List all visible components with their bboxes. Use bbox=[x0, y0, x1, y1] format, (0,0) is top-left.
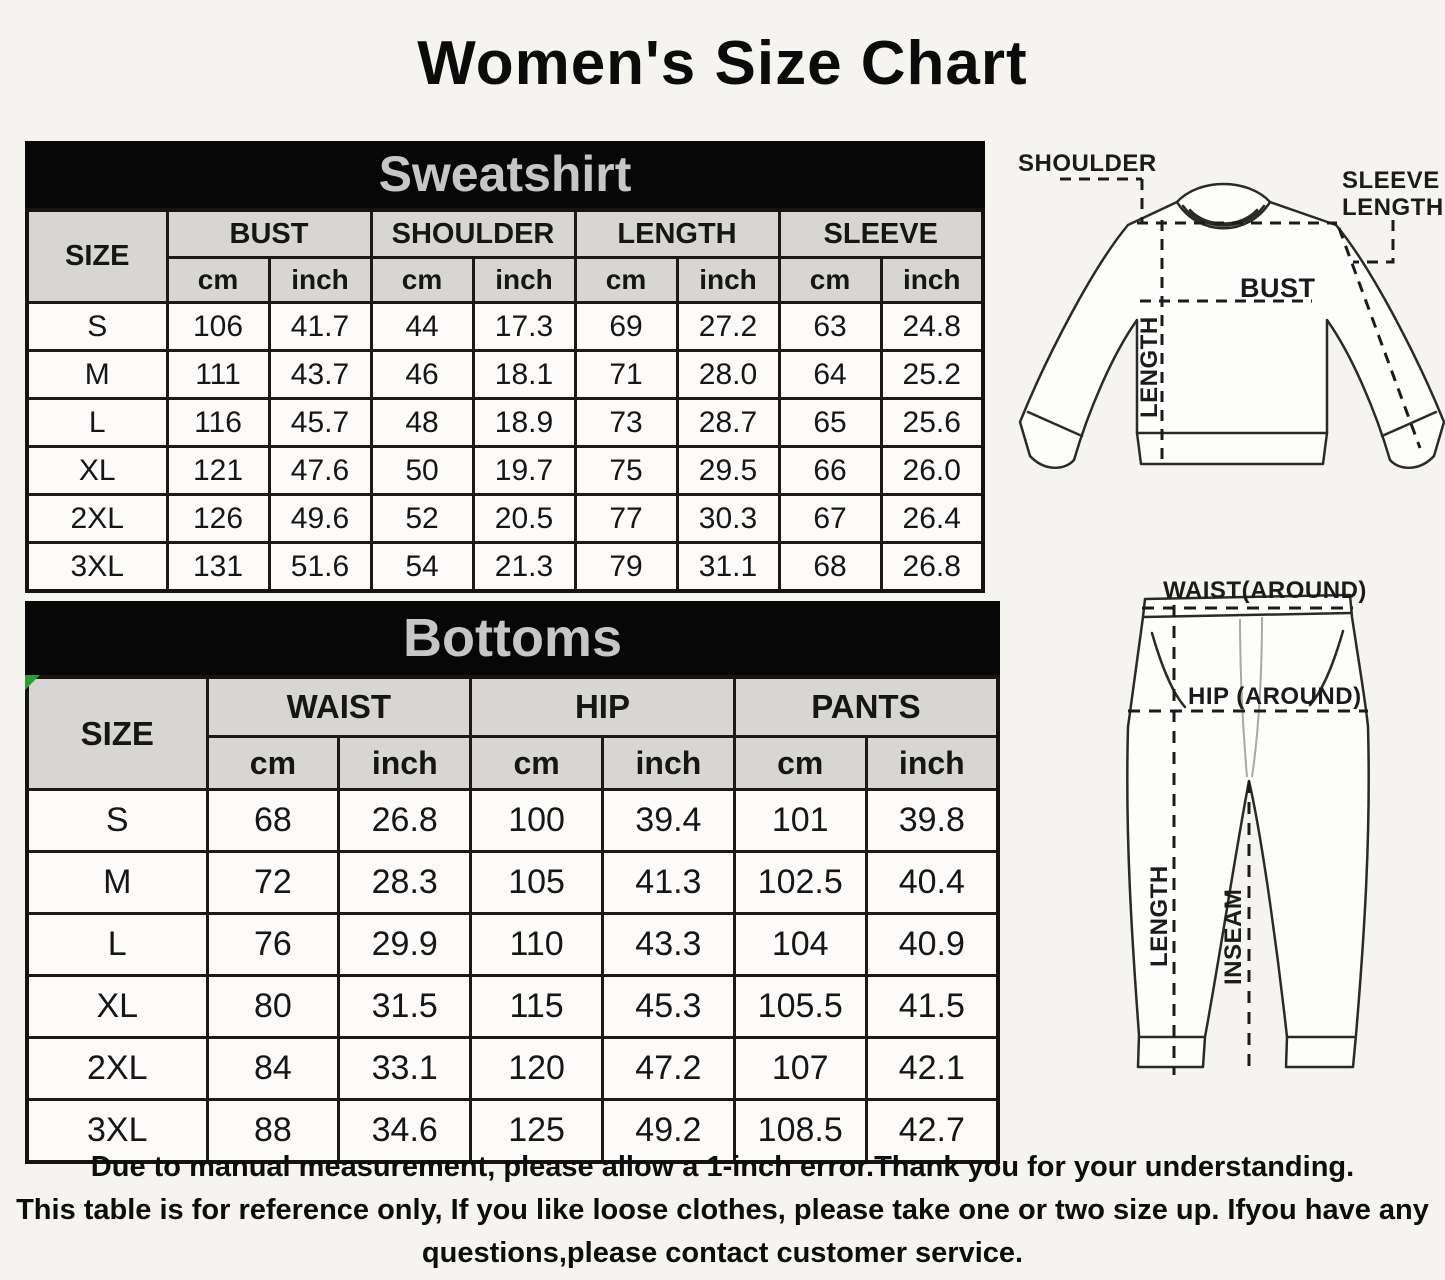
unit-header: inch bbox=[881, 258, 983, 303]
sweatshirt-panel bbox=[25, 141, 985, 593]
value-cell: 66 bbox=[779, 447, 881, 495]
value-cell: 116 bbox=[167, 399, 269, 447]
value-cell: 31.1 bbox=[677, 543, 779, 592]
value-cell: 28.0 bbox=[677, 351, 779, 399]
value-cell: 64 bbox=[779, 351, 881, 399]
value-cell: 104 bbox=[734, 914, 866, 976]
value-cell: 29.5 bbox=[677, 447, 779, 495]
unit-header: cm bbox=[471, 737, 603, 790]
value-cell: 45.3 bbox=[602, 976, 734, 1038]
unit-header: cm bbox=[779, 258, 881, 303]
value-cell: 26.8 bbox=[339, 790, 471, 852]
value-cell: 41.7 bbox=[269, 303, 371, 351]
sleeve-column-header: SLEEVE bbox=[779, 210, 983, 258]
shoulder-column-header: SHOULDER bbox=[371, 210, 575, 258]
value-cell: 18.1 bbox=[473, 351, 575, 399]
table-row bbox=[27, 399, 983, 447]
value-cell: 77 bbox=[575, 495, 677, 543]
value-cell: 28.3 bbox=[339, 852, 471, 914]
waist-column-header: WAIST bbox=[207, 677, 471, 737]
pants-line-drawing bbox=[1090, 575, 1440, 1140]
length-measure-label: LENGTH bbox=[1146, 865, 1173, 967]
value-cell: 41.5 bbox=[866, 976, 998, 1038]
value-cell: 105 bbox=[471, 852, 603, 914]
value-cell: 17.3 bbox=[473, 303, 575, 351]
value-cell: 63 bbox=[779, 303, 881, 351]
value-cell: 131 bbox=[167, 543, 269, 592]
value-cell: 102.5 bbox=[734, 852, 866, 914]
sleeve-length-measure-label: SLEEVE LENGTH bbox=[1342, 167, 1444, 221]
value-cell: 48 bbox=[371, 399, 473, 447]
value-cell: 43.7 bbox=[269, 351, 371, 399]
bottoms-panel bbox=[25, 601, 1000, 1164]
value-cell: 68 bbox=[207, 790, 339, 852]
value-cell: 39.8 bbox=[866, 790, 998, 852]
shoulder-measure-label: SHOULDER bbox=[1018, 150, 1157, 177]
value-cell: 40.9 bbox=[866, 914, 998, 976]
size-cell: 3XL bbox=[27, 543, 167, 592]
footer-notes bbox=[0, 1146, 1445, 1275]
value-cell: 42.1 bbox=[866, 1038, 998, 1100]
pants-diagram bbox=[1090, 575, 1440, 1140]
value-cell: 27.2 bbox=[677, 303, 779, 351]
value-cell: 88 bbox=[207, 1100, 339, 1163]
unit-header: inch bbox=[473, 258, 575, 303]
sweatshirt-table bbox=[25, 208, 985, 593]
value-cell: 76 bbox=[207, 914, 339, 976]
value-cell: 26.0 bbox=[881, 447, 983, 495]
size-column-header: SIZE bbox=[27, 210, 167, 303]
size-cell: L bbox=[27, 399, 167, 447]
size-column-header: SIZE bbox=[27, 677, 207, 790]
value-cell: 126 bbox=[167, 495, 269, 543]
sweatshirt-diagram bbox=[990, 140, 1445, 580]
value-cell: 33.1 bbox=[339, 1038, 471, 1100]
value-cell: 39.4 bbox=[602, 790, 734, 852]
table-row bbox=[27, 852, 998, 914]
value-cell: 101 bbox=[734, 790, 866, 852]
length-measure-label: LENGTH bbox=[1136, 316, 1163, 418]
size-cell: M bbox=[27, 852, 207, 914]
value-cell: 47.2 bbox=[602, 1038, 734, 1100]
value-cell: 24.8 bbox=[881, 303, 983, 351]
unit-header: cm bbox=[575, 258, 677, 303]
value-cell: 49.6 bbox=[269, 495, 371, 543]
value-cell: 42.7 bbox=[866, 1100, 998, 1163]
value-cell: 84 bbox=[207, 1038, 339, 1100]
value-cell: 110 bbox=[471, 914, 603, 976]
value-cell: 26.4 bbox=[881, 495, 983, 543]
page-title: Women's Size Chart bbox=[417, 29, 1028, 98]
value-cell: 108.5 bbox=[734, 1100, 866, 1163]
value-cell: 120 bbox=[471, 1038, 603, 1100]
hip-column-header: HIP bbox=[471, 677, 735, 737]
table-row bbox=[27, 976, 998, 1038]
value-cell: 50 bbox=[371, 447, 473, 495]
size-cell: 2XL bbox=[27, 495, 167, 543]
footer-line: Due to manual measurement, please allow a 1-inch error.Thank you for your understanding. bbox=[90, 1151, 1355, 1183]
value-cell: 25.6 bbox=[881, 399, 983, 447]
value-cell: 18.9 bbox=[473, 399, 575, 447]
value-cell: 19.7 bbox=[473, 447, 575, 495]
value-cell: 47.6 bbox=[269, 447, 371, 495]
length-column-header: LENGTH bbox=[575, 210, 779, 258]
footer-line: questions,please contact customer service. bbox=[421, 1237, 1024, 1269]
value-cell: 46 bbox=[371, 351, 473, 399]
value-cell: 29.9 bbox=[339, 914, 471, 976]
green-corner-accent bbox=[25, 675, 40, 690]
footer-line: This table is for reference only, If you like loose clothes, please take one or two size up. Ifyou have any bbox=[16, 1194, 1429, 1226]
size-cell: 2XL bbox=[27, 1038, 207, 1100]
bottoms-table bbox=[25, 675, 1000, 1164]
value-cell: 121 bbox=[167, 447, 269, 495]
value-cell: 106 bbox=[167, 303, 269, 351]
table-row bbox=[27, 303, 983, 351]
bust-column-header: BUST bbox=[167, 210, 371, 258]
table-row bbox=[27, 543, 983, 592]
waist-measure-label: WAIST(AROUND) bbox=[1163, 577, 1367, 604]
size-cell: L bbox=[27, 914, 207, 976]
value-cell: 41.3 bbox=[602, 852, 734, 914]
unit-header: inch bbox=[677, 258, 779, 303]
table-row bbox=[27, 495, 983, 543]
value-cell: 28.7 bbox=[677, 399, 779, 447]
value-cell: 111 bbox=[167, 351, 269, 399]
value-cell: 75 bbox=[575, 447, 677, 495]
unit-header: cm bbox=[371, 258, 473, 303]
group-header-row bbox=[27, 677, 998, 737]
value-cell: 107 bbox=[734, 1038, 866, 1100]
value-cell: 67 bbox=[779, 495, 881, 543]
value-cell: 65 bbox=[779, 399, 881, 447]
size-cell: XL bbox=[27, 976, 207, 1038]
value-cell: 72 bbox=[207, 852, 339, 914]
size-cell: XL bbox=[27, 447, 167, 495]
group-header-row bbox=[27, 210, 983, 258]
inseam-measure-label: INSEAM bbox=[1220, 888, 1247, 985]
table-row bbox=[27, 351, 983, 399]
unit-header: inch bbox=[339, 737, 471, 790]
hip-measure-label: HIP (AROUND) bbox=[1188, 683, 1362, 710]
unit-header: inch bbox=[269, 258, 371, 303]
unit-header: cm bbox=[167, 258, 269, 303]
unit-header: cm bbox=[734, 737, 866, 790]
unit-header: cm bbox=[207, 737, 339, 790]
table-row bbox=[27, 447, 983, 495]
value-cell: 80 bbox=[207, 976, 339, 1038]
value-cell: 69 bbox=[575, 303, 677, 351]
value-cell: 68 bbox=[779, 543, 881, 592]
value-cell: 26.8 bbox=[881, 543, 983, 592]
value-cell: 30.3 bbox=[677, 495, 779, 543]
size-cell: M bbox=[27, 351, 167, 399]
value-cell: 105.5 bbox=[734, 976, 866, 1038]
table-row bbox=[27, 1038, 998, 1100]
value-cell: 44 bbox=[371, 303, 473, 351]
value-cell: 45.7 bbox=[269, 399, 371, 447]
value-cell: 73 bbox=[575, 399, 677, 447]
value-cell: 115 bbox=[471, 976, 603, 1038]
sweatshirt-table-title: Sweatshirt bbox=[25, 141, 985, 208]
value-cell: 31.5 bbox=[339, 976, 471, 1038]
value-cell: 51.6 bbox=[269, 543, 371, 592]
size-cell: 3XL bbox=[27, 1100, 207, 1163]
bottoms-table-title: Bottoms bbox=[25, 601, 1000, 675]
table-row bbox=[27, 914, 998, 976]
value-cell: 54 bbox=[371, 543, 473, 592]
size-cell: S bbox=[27, 303, 167, 351]
value-cell: 40.4 bbox=[866, 852, 998, 914]
value-cell: 43.3 bbox=[602, 914, 734, 976]
value-cell: 52 bbox=[371, 495, 473, 543]
value-cell: 125 bbox=[471, 1100, 603, 1163]
value-cell: 25.2 bbox=[881, 351, 983, 399]
value-cell: 20.5 bbox=[473, 495, 575, 543]
value-cell: 34.6 bbox=[339, 1100, 471, 1163]
value-cell: 100 bbox=[471, 790, 603, 852]
bust-measure-label: BUST bbox=[1240, 273, 1316, 303]
value-cell: 49.2 bbox=[602, 1100, 734, 1163]
pants-column-header: PANTS bbox=[734, 677, 998, 737]
table-row bbox=[27, 790, 998, 852]
value-cell: 21.3 bbox=[473, 543, 575, 592]
unit-header: inch bbox=[602, 737, 734, 790]
value-cell: 79 bbox=[575, 543, 677, 592]
value-cell: 71 bbox=[575, 351, 677, 399]
unit-header-row bbox=[27, 258, 983, 303]
unit-header: inch bbox=[866, 737, 998, 790]
size-cell: S bbox=[27, 790, 207, 852]
